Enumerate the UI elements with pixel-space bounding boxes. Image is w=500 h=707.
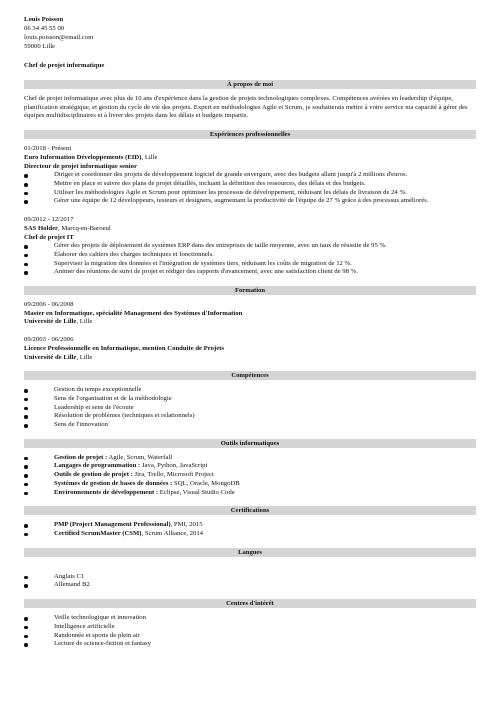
bullet-icon bbox=[24, 263, 28, 267]
bullet-icon bbox=[24, 474, 28, 478]
experience-entry bbox=[24, 145, 476, 206]
languages-list bbox=[24, 573, 476, 590]
experience-bullets bbox=[24, 171, 476, 206]
experience-role: Chef de projet IT bbox=[24, 233, 74, 241]
list-item: Veille technologique et innovation bbox=[24, 614, 476, 623]
bullet-icon bbox=[24, 457, 28, 461]
list-item: Leadership et sens de l'écoute bbox=[24, 404, 476, 413]
bullet-icon bbox=[24, 415, 28, 419]
list-item: Gestion de projet : Agile, Scrum, Waterfall bbox=[24, 454, 476, 463]
bullet-icon bbox=[24, 200, 28, 204]
bullet-icon bbox=[24, 254, 28, 258]
bullet-icon bbox=[24, 389, 28, 393]
school-name: Université de Lille bbox=[24, 353, 77, 361]
section-heading-certifications: Certifications bbox=[24, 506, 476, 515]
list-item: Élaborer des cahiers des charges techniques et fonctionnels. bbox=[24, 251, 476, 260]
about-text: Chef de projet informatique avec plus de 10 ans d'expérience dans la gestion de projets technologiques complexes. Compétences avérées en leadership d'équipe, planification stratégique, et gestion du cycle de vie des projets. Expert en méthodologies Agile et Scrum, je souhaiterais mettre à votre service ma capacité à gérer des équipes multidisciplinaires et à livrer des projets dans les délais et budgets impartis. bbox=[24, 95, 468, 120]
education-school bbox=[24, 318, 476, 327]
company-location: , Lille bbox=[141, 153, 158, 161]
school-name: Université de Lille bbox=[24, 318, 77, 326]
bullet-icon bbox=[24, 626, 28, 630]
list-item: Utiliser les méthodologies Agile et Scrum pour optimiser les processus de développement, réduisant les délais de livraison de 24 %. bbox=[24, 189, 476, 198]
list-item: Sens de l'organisation et de la méthodologie bbox=[24, 395, 476, 404]
bullet-icon bbox=[24, 245, 28, 249]
candidate-name: Louis Poisson bbox=[24, 16, 64, 23]
education-degree: Master en Informatique, spécialité Management des Systèmes d'Information bbox=[24, 309, 243, 317]
education-dates: 09/2003 - 06/2006 bbox=[24, 336, 74, 344]
phone-number: 06 34 45 55 00 bbox=[24, 24, 65, 32]
list-item: Mettre en place et suivre des plans de projet détaillés, incluant la définition des ressources, des délais et des budgets. bbox=[24, 180, 476, 189]
list-item: Gérer une équipe de 12 développeurs, testeurs et designers, augmentant la productivité de l'équipe de 27 % grâce à des processus améliorés. bbox=[24, 197, 476, 206]
contact-block bbox=[24, 16, 476, 51]
section-heading-experience: Expériences professionnelles bbox=[24, 130, 476, 139]
section-heading-skills: Compétences bbox=[24, 371, 476, 380]
list-item: Sens de l'innovation bbox=[24, 421, 476, 430]
education-dates: 09/2006 - 06/2008 bbox=[24, 301, 74, 309]
experience-bullets bbox=[24, 242, 476, 277]
interests-list bbox=[24, 614, 476, 649]
education-entry bbox=[24, 301, 476, 327]
bullet-icon bbox=[24, 424, 28, 428]
bullet-icon bbox=[24, 576, 28, 580]
list-item: Lecture de science-fiction et fantasy bbox=[24, 640, 476, 649]
bullet-icon bbox=[24, 524, 28, 528]
bullet-icon bbox=[24, 174, 28, 178]
bullet-icon bbox=[24, 398, 28, 402]
company-name: SAS Holder bbox=[24, 224, 58, 232]
tools-list bbox=[24, 454, 476, 498]
bullet-icon bbox=[24, 271, 28, 275]
list-item: Animer des réunions de suivi de projet et rédiger des rapports d'avancement, avec une satisfaction client de 98 %. bbox=[24, 268, 476, 277]
section-heading-languages: Langues bbox=[24, 548, 476, 557]
school-location: , Lille bbox=[76, 353, 93, 361]
list-item: Gérer des projets de déploiement de systèmes ERP dans des entreprises de taille moyenne, avec un taux de réussite de 95 %. bbox=[24, 242, 476, 251]
bullet-icon bbox=[24, 407, 28, 411]
skills-list bbox=[24, 386, 476, 430]
bullet-icon bbox=[24, 492, 28, 496]
list-item: Randonnée et sports de plein air bbox=[24, 632, 476, 641]
bullet-icon bbox=[24, 584, 28, 588]
list-item: Superviser la migration des données et l'intégration de systèmes tiers, réduisant les coûts de migration de 12 %. bbox=[24, 260, 476, 269]
experience-dates: 01/2018 - Présent bbox=[24, 145, 72, 153]
bullet-icon bbox=[24, 192, 28, 196]
section-heading-about: À propos de moi bbox=[24, 80, 476, 89]
list-item: Anglais C1 bbox=[24, 573, 476, 582]
list-item: Certified ScrumMaster (CSM), Scrum Alliance, 2014 bbox=[24, 530, 476, 539]
bullet-icon bbox=[24, 183, 28, 187]
bullet-icon bbox=[24, 617, 28, 621]
list-item: PMP (Project Management Professional), PMI, 2015 bbox=[24, 521, 476, 530]
school-location: , Lille bbox=[76, 318, 93, 326]
education-entry bbox=[24, 336, 476, 362]
list-item: Gestion du temps exceptionnelle bbox=[24, 386, 476, 395]
list-item: Allemand B2 bbox=[24, 581, 476, 590]
email-address: louis.poisson@email.com bbox=[24, 33, 94, 41]
bullet-icon bbox=[24, 533, 28, 537]
list-item: Environnements de développement : Eclipse, Visual Studio Code bbox=[24, 489, 476, 498]
postal-address: 59000 Lille bbox=[24, 42, 56, 50]
list-item: Systèmes de gestion de bases de données : SQL, Oracle, MongoDB bbox=[24, 480, 476, 489]
list-item: Résolution de problèmes (techniques et relationnels) bbox=[24, 412, 476, 421]
experience-employer bbox=[24, 154, 476, 163]
section-heading-education: Formation bbox=[24, 286, 476, 295]
section-heading-interests: Centres d'intérêt bbox=[24, 599, 476, 608]
experience-role: Directeur de projet informatique senior bbox=[24, 162, 137, 170]
list-item: Intelligence artificielle bbox=[24, 623, 476, 632]
job-title: Chef de projet informatique bbox=[24, 62, 105, 70]
bullet-icon bbox=[24, 635, 28, 639]
bullet-icon bbox=[24, 483, 28, 487]
bullet-icon bbox=[24, 643, 28, 647]
list-item: Outils de gestion de projet : Jira, Trello, Microsoft Project bbox=[24, 471, 476, 480]
education-school bbox=[24, 354, 476, 363]
experience-dates: 09/2012 - 12/2017 bbox=[24, 216, 74, 224]
list-item: Langages de programmation : Java, Python, JavaScript bbox=[24, 462, 476, 471]
company-name: Euro Information Développements (EID) bbox=[24, 153, 142, 161]
list-item: Diriger et coordonner des projets de développement logiciel de grande envergure, avec des budgets allant jusqu'à 2 millions d'euros. bbox=[24, 171, 476, 180]
experience-employer bbox=[24, 225, 476, 234]
experience-entry bbox=[24, 216, 476, 277]
certifications-list bbox=[24, 521, 476, 538]
company-location: , Marcq-en-Baroeul bbox=[58, 224, 111, 232]
education-degree: Licence Professionnelle en Informatique, mention Conduite de Projets bbox=[24, 344, 224, 352]
bullet-icon bbox=[24, 465, 28, 469]
section-heading-tools: Outils informatiques bbox=[24, 439, 476, 448]
